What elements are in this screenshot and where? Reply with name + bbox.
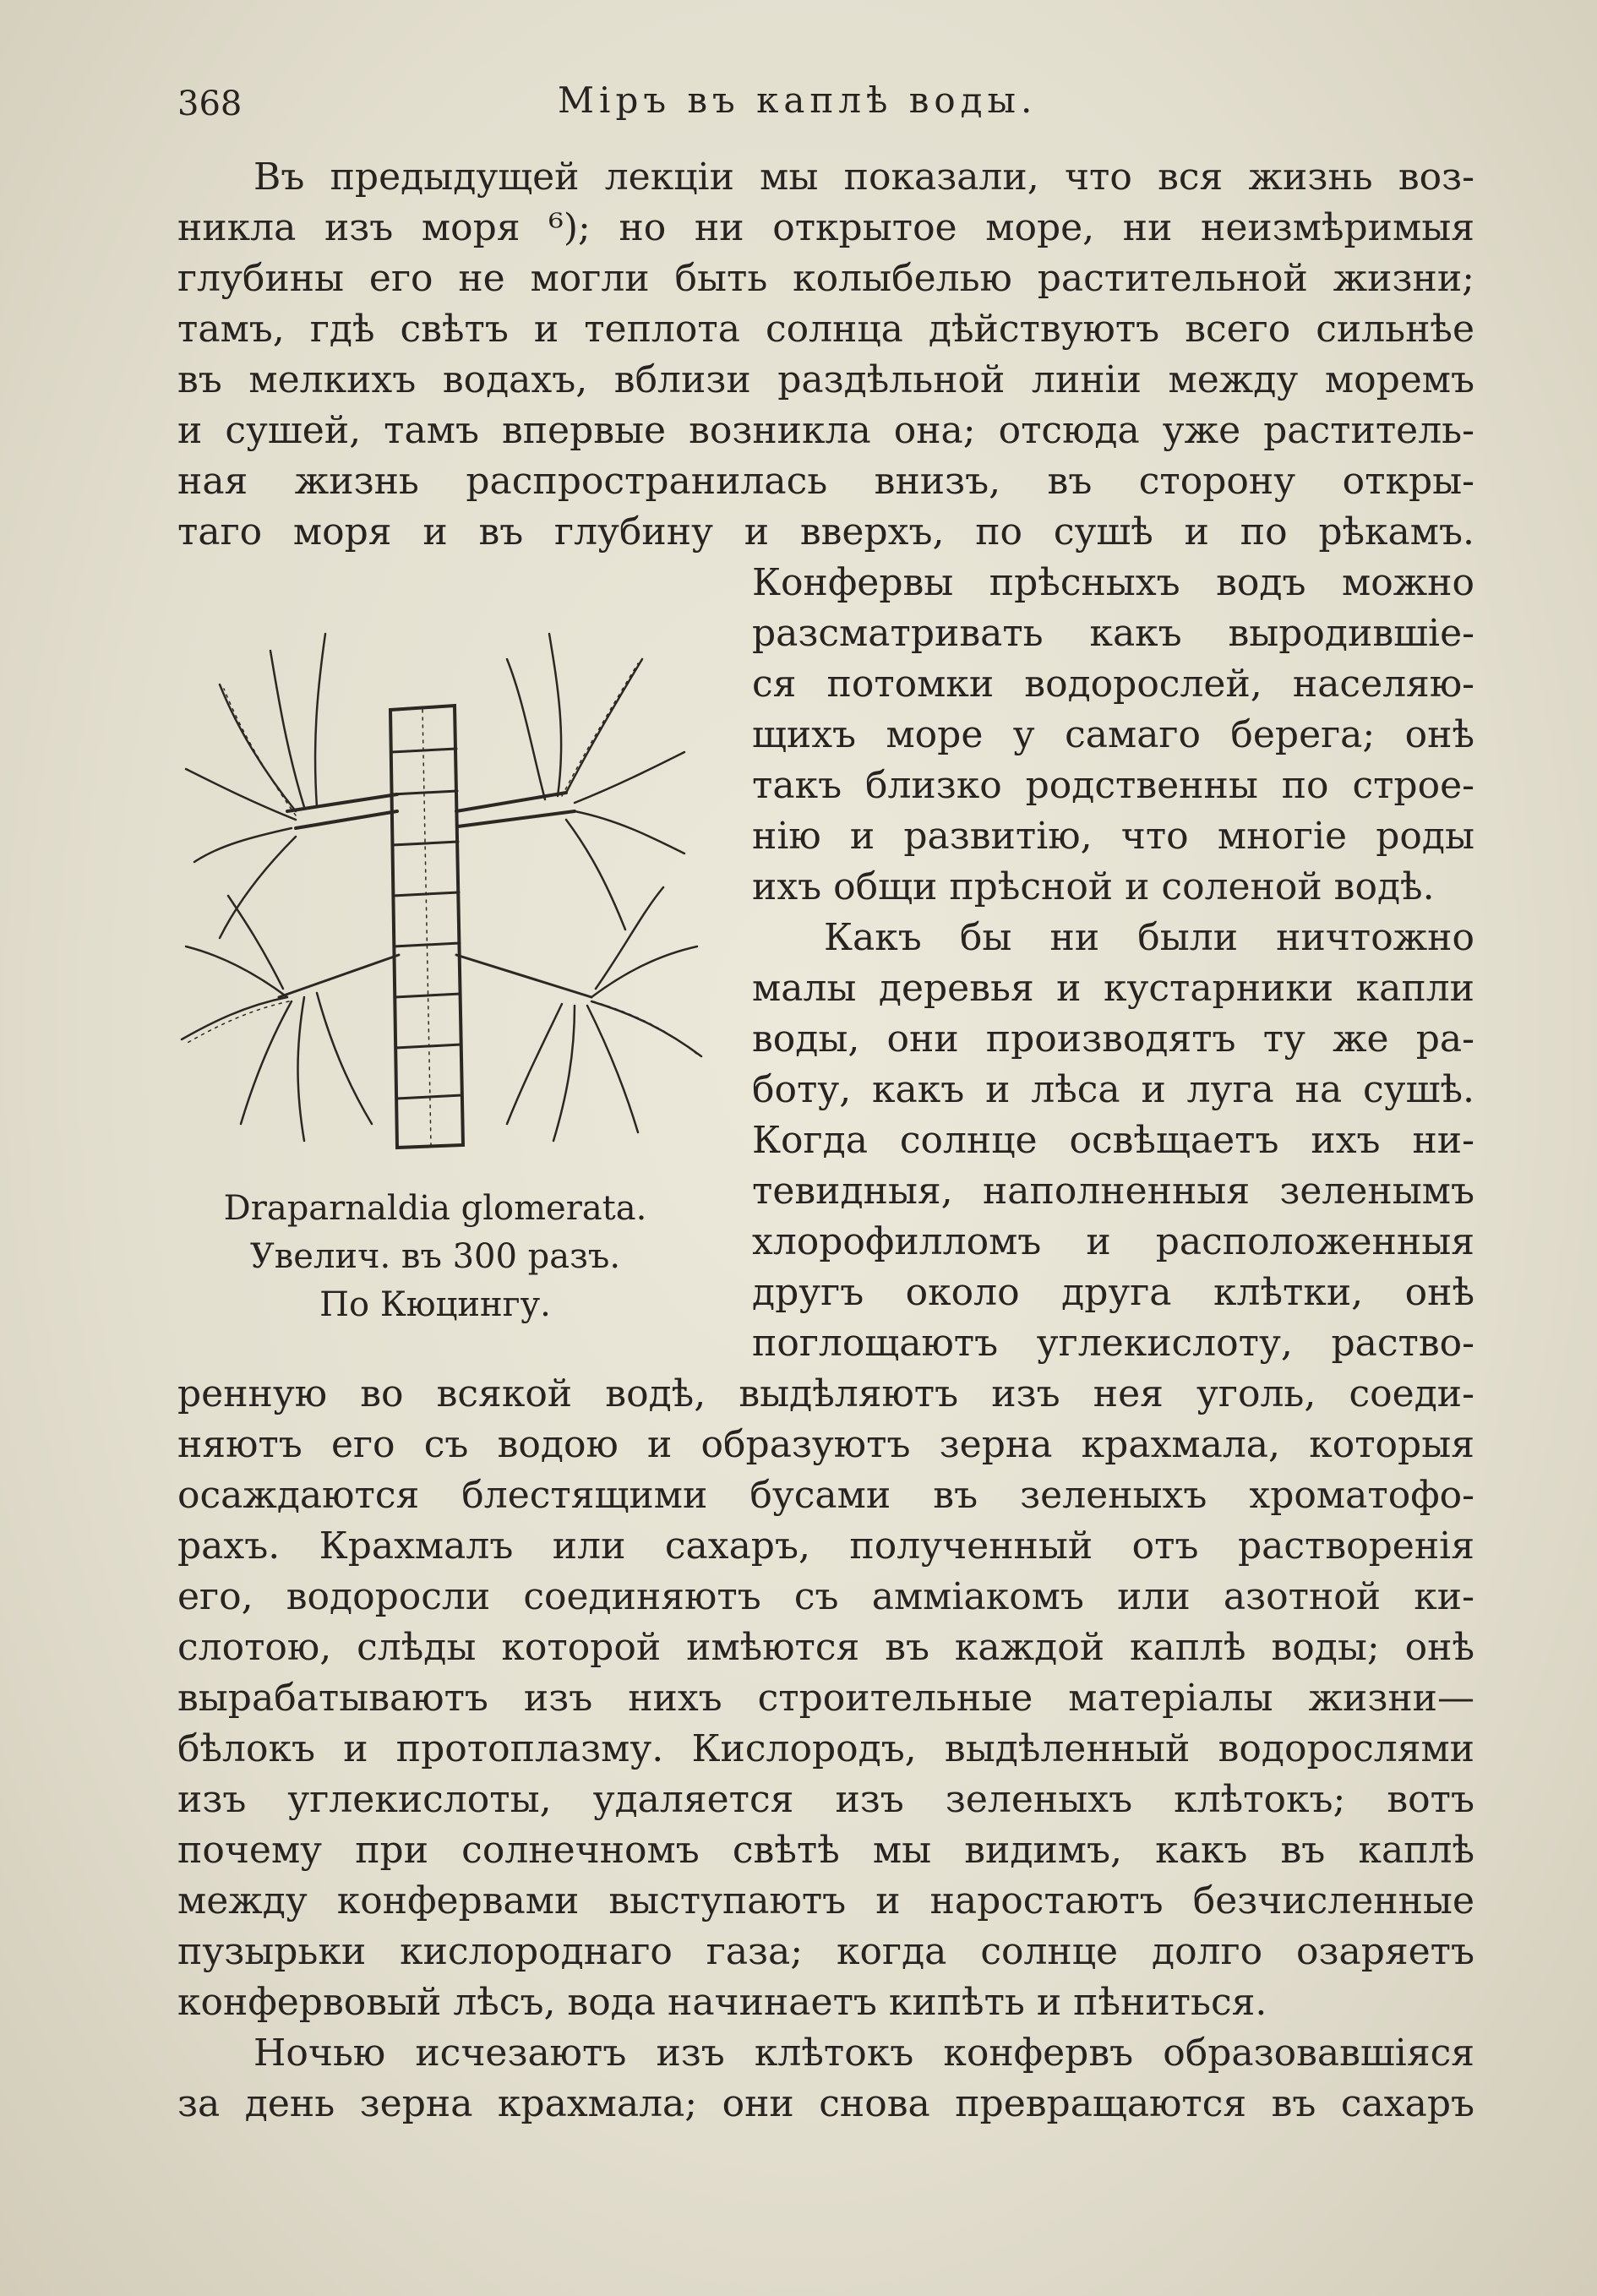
text-line: изъ углекислоты, удаляется изъ зеленыхъ клѣтокъ; вотъ [177, 1778, 1474, 1821]
text-line: между конфервами выступаютъ и наростаютъ безчисленные [177, 1879, 1474, 1922]
figure-caption-source: По Кюцингу. [319, 1285, 551, 1324]
text-line: вырабатываютъ изъ нихъ строительные матеріалы жизни— [177, 1677, 1474, 1720]
text-line: въ мелкихъ водахъ, вблизи раздѣльной линіи между моремъ [177, 358, 1474, 401]
text-line: ся потомки водорослей, населяю- [752, 663, 1474, 706]
text-line: поглощаютъ углекислоту, раство- [752, 1322, 1474, 1365]
text-line: никла изъ моря ⁶); но ни открытое море, ни неизмѣримыя [177, 206, 1474, 249]
text-line: няютъ его съ водою и образуютъ зерна крахмала, которыя [177, 1423, 1474, 1466]
text-line: и сушей, тамъ впервые возникла она; отсюда уже раститель- [177, 409, 1474, 452]
text-line: таго моря и въ глубину и вверхъ, по сушѣ и по рѣкамъ. [177, 510, 1474, 554]
text-line: Конфервы прѣсныхъ водъ можно [752, 561, 1474, 604]
text-line: нію и развитію, что многіе роды [752, 815, 1474, 858]
text-line: ная жизнь распространилась внизъ, въ сторону откры- [177, 460, 1474, 503]
text-line: пузырьки кислороднаго газа; когда солнце долго озаряетъ [177, 1930, 1474, 1973]
text-line: Ночью исчезаютъ изъ клѣтокъ конфервъ образовавшіяся [253, 2031, 1474, 2075]
text-line: такъ близко родственны по строе- [752, 764, 1474, 807]
text-line: почему при солнечномъ свѣтѣ мы видимъ, какъ въ каплѣ [177, 1829, 1474, 1872]
text-line: воды, они производятъ ту же ра- [752, 1017, 1474, 1061]
text-line: глубины его не могли быть колыбелью растительной жизни; [177, 257, 1474, 300]
text-line: другъ около друга клѣтки, онѣ [752, 1271, 1474, 1314]
text-line: щихъ море у самаго берега; онѣ [752, 713, 1474, 756]
text-line: за день зерна крахмала; они снова превращаются въ сахаръ [177, 2082, 1474, 2125]
text-line: малы деревья и кустарники капли [752, 967, 1474, 1010]
text-line: тевидныя, наполненныя зеленымъ [752, 1170, 1474, 1213]
text-line: Когда солнце освѣщаетъ ихъ ни- [752, 1119, 1474, 1162]
page-number: 368 [177, 85, 243, 123]
figure-caption-species: Draparnaldia glomerata. [223, 1189, 647, 1228]
text-line: слотою, слѣды которой имѣются въ каждой каплѣ воды; онѣ [177, 1626, 1474, 1669]
text-line: конфервовый лѣсъ, вода начинаетъ кипѣть и пѣниться. [177, 1981, 1267, 2024]
text-line: ренную во всякой водѣ, выдѣляютъ изъ нея уголь, соеди- [177, 1372, 1474, 1415]
algae-illustration [169, 600, 710, 1166]
text-line: боту, какъ и лѣса и луга на сушѣ. [752, 1068, 1474, 1111]
text-line: осаждаются блестящими бусами въ зеленыхъ хроматофо- [177, 1474, 1474, 1517]
text-line: ихъ общи прѣсной и соленой водѣ. [752, 865, 1435, 908]
page-header [177, 76, 1479, 135]
text-line: тамъ, гдѣ свѣтъ и теплота солнца дѣйствуютъ всего сильнѣе [177, 308, 1474, 351]
text-line: его, водоросли соединяютъ съ амміакомъ или азотной ки- [177, 1575, 1474, 1618]
text-line: разсматривать какъ выродившіе- [752, 612, 1474, 655]
text-line: бѣлокъ и протоплазму. Кислородъ, выдѣленный водорослями [177, 1727, 1474, 1770]
text-line: Какъ бы ни были ничтожно [824, 916, 1474, 959]
text-line: хлорофилломъ и расположенныя [752, 1220, 1474, 1263]
text-line: рахъ. Крахмалъ или сахаръ, полученный отъ растворенія [177, 1524, 1474, 1568]
running-title: Міръ въ каплѣ воды. [558, 79, 1038, 121]
figure-caption-magnification: Увелич. въ 300 разъ. [249, 1237, 621, 1276]
text-line: Въ предыдущей лекціи мы показали, что вся жизнь воз- [253, 155, 1474, 199]
